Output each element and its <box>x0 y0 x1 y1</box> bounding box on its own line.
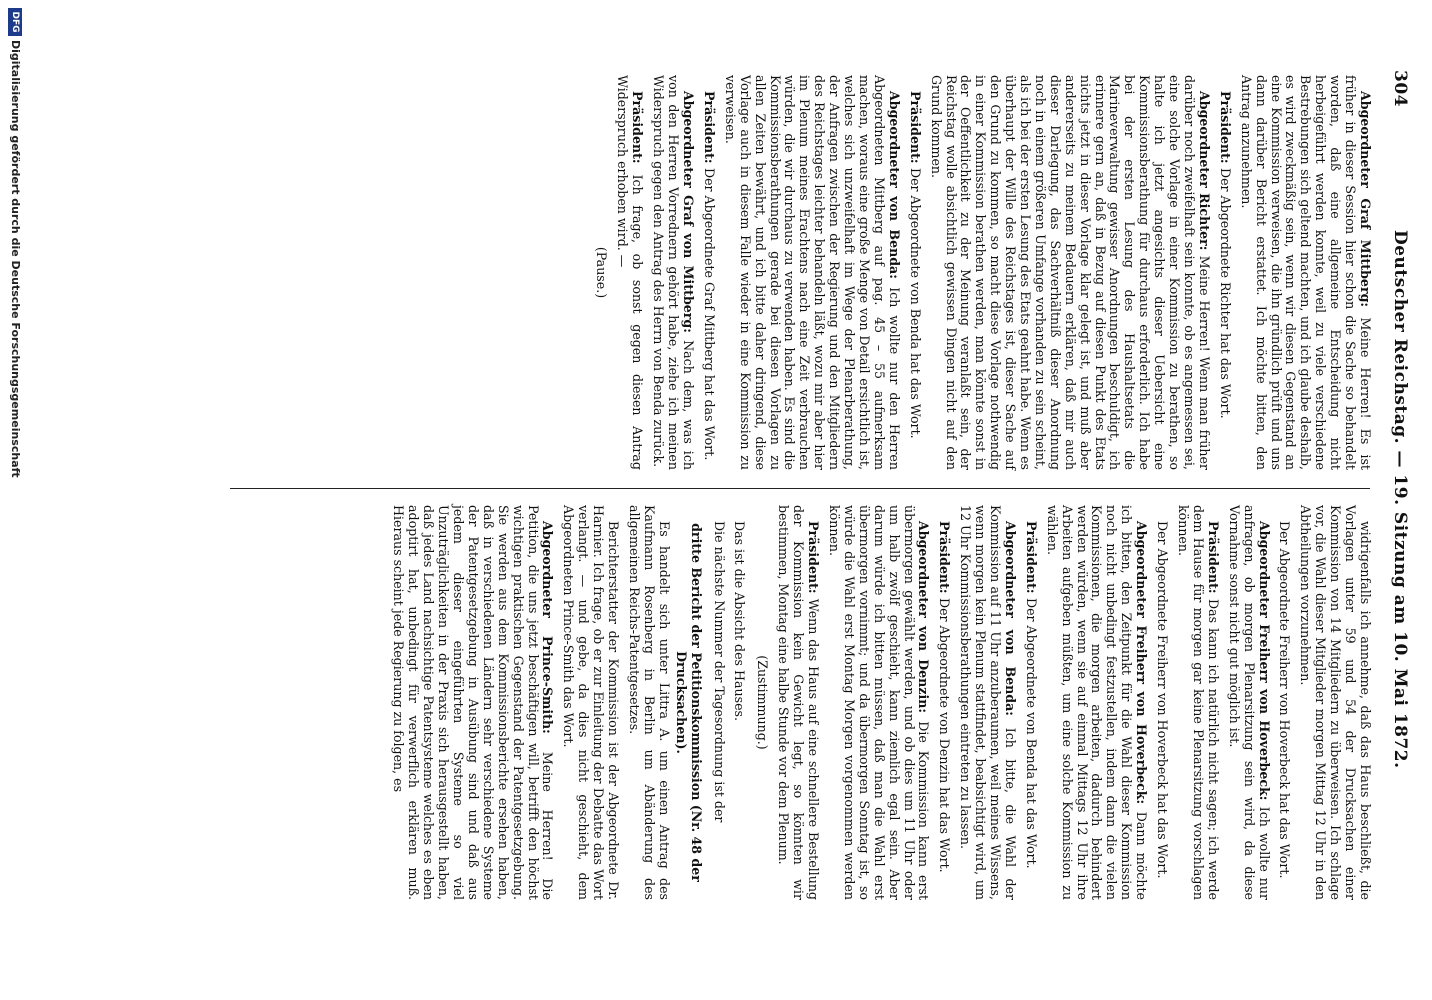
speech-paragraph <box>1297 505 1372 900</box>
speech-text: Das kann ich natürlich nicht sagen; ich werde dem Hause für morgen gar keine Plenarsitzung vorschlagen können. <box>1176 505 1221 901</box>
speech-paragraph <box>936 505 951 900</box>
speaker-name: Präsident: <box>1023 521 1039 598</box>
page-title: Deutscher Reichstag. — 19. Sitzung am 10. Mai 1872. <box>1390 230 1410 769</box>
speech-paragraph <box>1226 505 1271 900</box>
speech-text: Der Abgeordnete Freiherr von Hoverbeck hat das Wort. <box>1277 521 1293 879</box>
speaker-name: Präsident: <box>630 91 646 175</box>
speech-text: Meine Herren! Die Petition, die uns jetzt beschäftigen will, betrifft den höchst wichtigen praktischen Gegenstand der Patentgesetzgebung. Sie werden aus dem Kommissionsberichte ersehen haben, daß in verschiedenen Ländern sehr verschiedene Systeme der Patentgesetzgebung in Ausübung sind und daß aus jedem dieser eingeführten Systeme so viel Unzuträglichkeiten in der Praxis sich herausgestellt haben, daß jedes Land nachsichtige Patentsysteme welches es eben adoptirt hat, unbedingt für verwerflich erklären muß. Hieraus scheint jede Regierung zu folgen, es <box>391 505 556 901</box>
page-footer <box>0 0 30 1000</box>
speaker-name: Abgeordneter Graf Mittberg: <box>1358 91 1373 318</box>
speaker-name: Präsident: <box>1205 521 1221 599</box>
page-number: 304 <box>1390 70 1410 107</box>
column-divider <box>230 488 1370 489</box>
page-header <box>1380 70 1420 930</box>
speaker-name: Abgeordneter von Denzin: <box>916 521 932 722</box>
speaker-name: Abgeordneter Prince-Smith: <box>540 521 556 752</box>
speech-text: Berichterstatter der Kommission ist der Abgeordnete Dr. Harnier. Ich frage, ob er zur Einleitung der Debatte das Wort verlangt. — und gebe, da dies nicht geschieht, dem Abgeordneten Prince-Smith das Wort. <box>561 505 622 900</box>
speech-text: widrigenfalls ich annehme, daß das Haus beschließt, die Vorlagen unter 59 und 54 der Drucksachen einer Kommission von 14 Mitgliedern zu überweisen. Ich schlage vor, die Wahl dieser Mitglieder morgen Mittag 12 Uhr in den Abtheilungen vorzunehmen. <box>1298 505 1373 900</box>
speaker-name: Abgeordneter Richter: <box>1196 91 1212 256</box>
speech-paragraph <box>957 505 1017 900</box>
speech-paragraph <box>1217 75 1232 470</box>
speech-paragraph <box>701 75 716 470</box>
speech-paragraph <box>1175 505 1220 900</box>
speech-text: Es handelt sich unter Littra A. um einen Antrag des Kaufmann Rosenberg in Berlin um Abänderung des allgemeinen Reichs-Patentgesetzes. <box>627 505 672 900</box>
speech-paragraph <box>928 75 1211 470</box>
speaker-name: Abgeordneter Freiherr von Hoverbeck: <box>1134 521 1150 812</box>
right-column <box>222 505 1372 900</box>
speech-text: Ich frage, ob sonst gegen diesen Antrag Widerspruch erhoben wird. — <box>615 75 646 470</box>
speech-text: Dann möchte ich bitten, den Zeitpunkt für die Wahl dieser Kommission noch nicht unbedingt festzustellen, indem dann die vielen Kommissionen, die morgen arbeiten, dadurch behindert werden würden, wenn sie auf einmal Mittags 12 Uhr ihre Arbeiten aufgeben müßten, um eine solche Kommission zu wählen. <box>1044 505 1150 900</box>
speech-text: Der Abgeordnete Richter hat das Wort. <box>1217 167 1233 419</box>
speech-text: Der Abgeordnete von Benda hat das Wort. <box>1023 597 1039 869</box>
speech-text: Ich wollte nur anfragen, ob morgen Plenarsitzung sein wird, da diese Vornahme sonst nicht gut möglich ist. <box>1226 505 1272 900</box>
stage-direction: (Pause.) <box>594 246 610 299</box>
speech-paragraph <box>826 505 930 900</box>
speech-paragraph <box>1154 505 1169 900</box>
speaker-name: Abgeordneter von Benda: <box>1002 521 1018 728</box>
speech-paragraph <box>1238 75 1372 470</box>
speaker-name: Präsident: <box>806 521 822 599</box>
speech-paragraph <box>615 75 645 470</box>
speaker-name: Abgeordneter Graf von Mittberg: <box>681 91 697 341</box>
speech-text: Der Abgeordnete Graf Mittberg hat das Wort. <box>701 167 717 461</box>
speech-paragraph <box>391 505 555 900</box>
speech-paragraph <box>1023 505 1038 900</box>
stage-direction: (Zustimmung.) <box>755 655 771 750</box>
speech-text: Meine Herren! Wenn man früher darüber noch zweifelhaft sein konnte, ob es angemessen sei, eine solche Vorlage in einer Kommission zu berathen, so halte ich jetzt angesichts dieser Uebersicht eine Kommissionsberathung für durchaus erforderlich. Ich habe bei der ersten Lesung des Haushaltsetats die Marineverwaltung gewisser Anordnungen beschuldigt, ich erinnere gern an, daß in Bezug auf diesen Punkt des Etats nichts jetzt in dieser Vorlage klar gelegt ist, und muß aber andererseits zu meinem Bedauern erklären, daß mir auch dieser Darlegung, das Sachverhältniß dieser Anordnung noch in einem größeren Umfange vorhanden zu sein scheint, als ich bei der ersten Lesung des Etats geahnt habe. Wenn es überhaupt der Wille des Reichstages ist, dieser Sache auf den Grund zu kommen, so macht diese Vorlage nothwendig in einer Kommission berathen werden, man könnte sonst in der Oeffentlichkeit zu der Meinung veranlaßt sein, der Reichstag wolle absichtlich gewissen Dingen nicht auf den Grund kommen. <box>928 75 1212 470</box>
section-heading: dritte Bericht der Petitionskommission (Nr. 48 der Drucksachen). <box>673 523 704 882</box>
speech-paragraph <box>775 505 820 900</box>
speech-paragraph <box>626 505 671 900</box>
speech-text: Das ist die Absicht des Hauses. <box>732 521 748 722</box>
left-column <box>332 75 1372 470</box>
speaker-name: Abgeordneter von Benda: <box>886 91 902 288</box>
speaker-name: Präsident: <box>937 521 953 598</box>
speech-text: Ich bitte, die Wahl der Kommission auf 11 Uhr anzuberaumen, weil meines Wissens, wenn morgen kein Plenum stattfindet, beabsichtigt wird, um 12 Uhr Kommissionsberathungen eintreten zu lassen. <box>958 505 1018 900</box>
speech-text: Ich wollte nur den Herren Abgeordneten Mittberg auf pag. 45 – 55 aufmerksam machen, woraus eine große Menge von Detail ersichtlich ist, welches sich unzweifelhaft im Wege der Plenarberathung, der Anfragen zwischen der Regierung und den Mitgliedern des Reichstages leichter behandeln läßt, wozu mir aber hier im Plenum meines Erachtens nach eine Zeit verbrauchen würden, die wir durchaus zu verwenden haben. Es sind die Kommissionsberathungen gerade bei diesen Vorlagen zu allen Zeiten bewährt, und ich bitte daher dringend, diese Vorlage auch in diesem Falle wieder in eine Kommission zu verweisen. <box>722 75 902 470</box>
speech-paragraph <box>907 75 922 470</box>
speech-text: Der Abgeordnete Freiherr von Hoverbeck hat das Wort. <box>1155 521 1171 879</box>
speech-paragraph <box>732 505 747 900</box>
speech-text: Der Abgeordnete von Denzin hat das Wort. <box>937 597 953 873</box>
speech-text: Meine Herren! Es ist früher in dieser Session hier schon die Sache so behandelt worden, daß eine allgemeine Entscheidung nicht herbeigeführt werden konnte, weil zu viele verschiedene Bestrebungen sich geltend machten, und ich glaube deshalb, es wird zweckmäßig sein, wenn wir diesen Gegenstand an eine Kommission verweisen, die ihn gründlich prüft und uns dann darüber Bericht erstattet. Ich möchte bitten, den Antrag anzunehmen. <box>1238 75 1373 470</box>
footer-credit: Digitalisierung gefördert durch die Deutsche Forschungsgemeinschaft <box>9 40 22 478</box>
speech-text: Die Kommission kann erst übermorgen gewählt werden, und ob dies um 11 Uhr oder um halb zwölf geschieht, kann ziemlich egal sein. Aber darum würde ich bitten müssen, daß man die Wahl erst übermorgen vornimmt; und da übermorgen Sonntag ist, so würde die Wahl erst Montag Morgen vorgenommen werden können. <box>827 505 932 901</box>
speech-text: Nach dem, was ich von den Herren Vorrednern gehört habe, ziehe ich meinen Widerspruch gegen den Antrag des Herrn von Benda zurück. <box>651 75 697 470</box>
speech-paragraph <box>1044 505 1148 900</box>
speaker-name: Präsident: <box>907 91 923 168</box>
speech-paragraph <box>722 75 901 470</box>
speech-text: Wenn das Haus auf eine schnellere Bestellung der Kommission kein Gewicht legt, so könnten wir bestimmen, Montag eine halbe Stunde vor dem Plenum. <box>776 505 822 900</box>
speech-text: Der Abgeordnete von Benda hat das Wort. <box>907 167 923 439</box>
speech-paragraph <box>711 505 726 900</box>
speech-paragraph <box>561 505 621 900</box>
dfg-logo: DFG <box>8 8 22 36</box>
speaker-name: Präsident: <box>1217 91 1233 168</box>
speech-text: Die nächste Nummer der Tagesordnung ist der <box>711 521 727 823</box>
speech-paragraph <box>650 75 695 470</box>
speech-paragraph <box>1277 505 1292 900</box>
speaker-name: Abgeordneter Freiherr von Hoverbeck: <box>1256 521 1272 807</box>
speaker-name: Präsident: <box>701 91 717 168</box>
